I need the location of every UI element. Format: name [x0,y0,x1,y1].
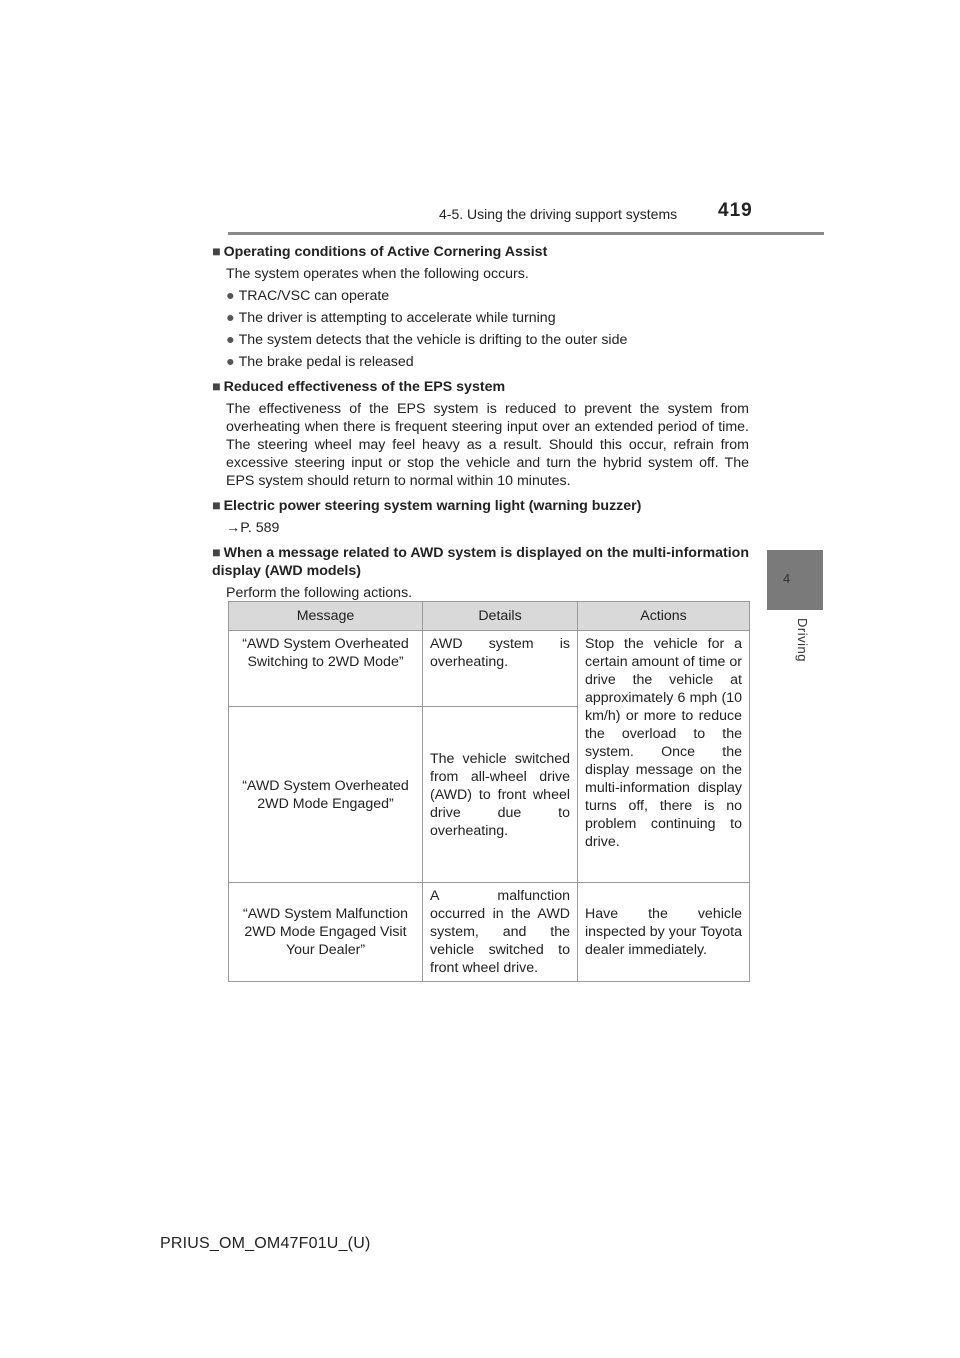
section-title: Operating conditions of Active Cornering Assist [223,244,548,260]
square-marker-icon: ■ [212,379,221,395]
section-title: When a message related to AWD system is displayed on the multi-information display (AWD models) [212,545,750,579]
list-item [226,353,749,371]
table-row [229,631,750,707]
bullet-icon: ● [226,310,235,326]
section-title: Electric power steering system warning light (warning buzzer) [223,498,642,514]
actions-cell: Stop the vehicle for a certain amount of time or drive the vehicle at approximately 6 mph (10 km/h) or more to reduce the overload to the system. Once the display message on the multi-information display turns off, there is no problem continuing to drive. [578,631,750,883]
column-header-actions: Actions [578,602,750,631]
section-intro: The system operates when the following occurs. [226,266,529,282]
running-header-section: 4-5. Using the driving support systems [439,206,678,222]
table-row [229,883,750,982]
section-heading [212,378,749,396]
list-item [226,331,749,349]
list-item [226,309,749,327]
bullet-icon: ● [226,332,235,348]
list-item [226,287,749,305]
chapter-tab-number: 4 [783,571,791,586]
square-marker-icon: ■ [212,545,221,561]
section-heading [212,243,749,261]
header-divider [228,232,824,235]
bullet-icon: ● [226,354,235,370]
table-header-row [229,602,750,631]
page-content [212,243,749,602]
list-item-text: The system detects that the vehicle is drifting to the outer side [238,332,628,348]
bullet-icon: ● [226,288,235,304]
details-cell: AWD system is overheating. [423,631,578,707]
square-marker-icon: ■ [212,498,221,514]
details-cell: The vehicle switched from all-wheel drive (AWD) to front wheel drive due to overheating. [423,707,578,883]
section-title: Reduced effectiveness of the EPS system [223,379,506,395]
chapter-tab-label: Driving [795,618,810,662]
section-body: The effectiveness of the EPS system is reduced to prevent the system from overheating when there is frequent steering input over an extended period of time. The steering wheel may feel heavy as a result. Should this occur, refrain from excessive steering input or stop the vehicle and turn the hybrid system off. The EPS system should return to normal within 10 minutes. [226,401,749,489]
list-item-text: The brake pedal is released [238,354,414,370]
document-code: PRIUS_OM_OM47F01U_(U) [160,1235,371,1252]
page-reference-link[interactable]: →P. 589 [226,520,280,536]
message-cell: “AWD System Malfunction 2WD Mode Engaged Visit Your Dealer” [229,883,423,982]
message-cell: “AWD System Overheated Switching to 2WD Mode” [229,631,423,707]
list-item-text: The driver is attempting to accelerate while turning [238,310,556,326]
details-cell: A malfunction occurred in the AWD system, and the vehicle switched to front wheel drive. [423,883,578,982]
message-cell: “AWD System Overheated 2WD Mode Engaged” [229,707,423,883]
section-heading [212,544,749,580]
section-intro: Perform the following actions. [226,585,413,601]
section-heading [212,497,749,515]
page-number: 419 [718,200,753,221]
column-header-message: Message [229,602,423,631]
list-item-text: TRAC/VSC can operate [238,288,390,304]
square-marker-icon: ■ [212,244,221,260]
actions-cell: Have the vehicle inspected by your Toyota dealer immediately. [578,883,750,982]
awd-message-table [228,601,750,982]
chapter-tab [767,550,823,610]
column-header-details: Details [423,602,578,631]
